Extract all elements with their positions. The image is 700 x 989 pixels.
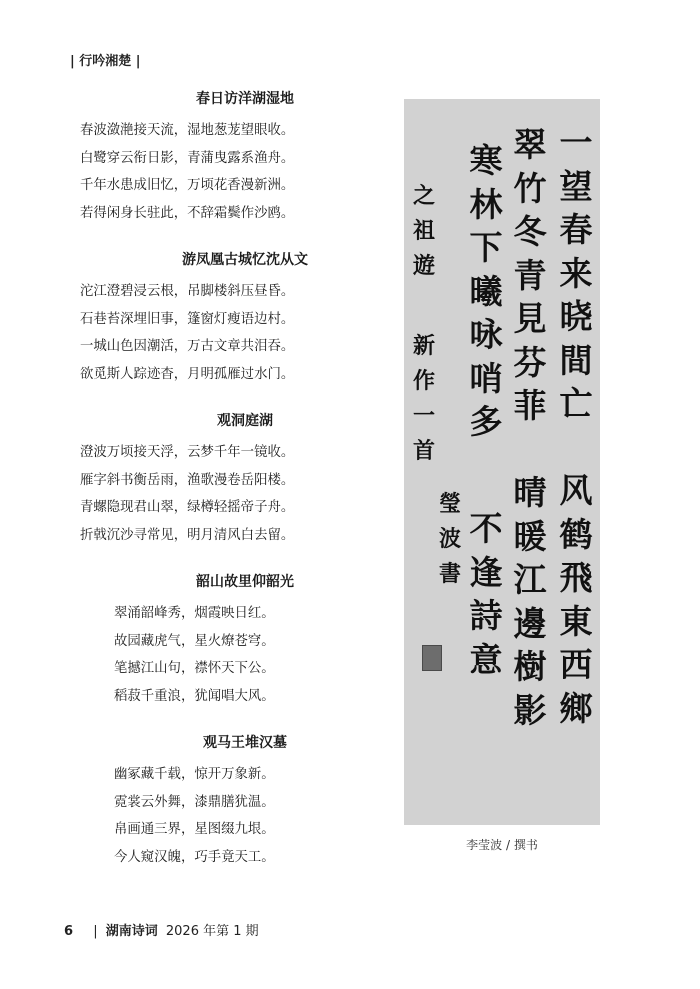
poem-line: 折戟沉沙寻常见，明月清风白去留。 xyxy=(80,527,295,543)
calligraphy-glyph: 鹤 xyxy=(559,514,593,554)
calligraphy-glyph: 竹 xyxy=(513,168,547,208)
section-header: | 行吟湘楚 | xyxy=(70,54,141,69)
calligraphy-column xyxy=(410,329,438,469)
poem-line: 一城山色因潮活，万古文章共泪吞。 xyxy=(80,339,295,354)
calligraphy-glyph: 晴 xyxy=(513,473,547,512)
footer: 6 | 湖南诗词 2026 年第 1 期 xyxy=(64,924,259,939)
calligraphy-glyph: 波 xyxy=(438,526,461,552)
calligraphy-glyph: 詩 xyxy=(469,596,503,635)
calligraphy-glyph: 菲 xyxy=(513,386,547,425)
poem-line: 澄波万顷接天浮，云梦千年一镜收。 xyxy=(80,445,295,460)
poem-line: 千年水患成旧忆，万顷花香漫新洲。 xyxy=(80,178,295,193)
calligraphy-glyph: 飛 xyxy=(559,558,593,597)
poem-line: 故园藏虎气，星火燎苍穹。 xyxy=(114,633,275,649)
artwork-caption: 李莹波 / 撰书 xyxy=(466,838,538,852)
calligraphy-glyph: 影 xyxy=(513,690,547,730)
calligraphy-glyph: 哨 xyxy=(469,358,503,398)
calligraphy-glyph: 不 xyxy=(469,509,503,548)
poem-line: 若得闲身长驻此，不辞霜鬓作沙鸥。 xyxy=(80,205,295,221)
calligraphy-glyph: 瑩 xyxy=(438,491,461,517)
poem-line: 稻菽千重浪，犹闻唱大风。 xyxy=(114,688,275,704)
calligraphy-column xyxy=(556,469,596,730)
poem-line: 春波潋滟接天流，湿地葱茏望眼收。 xyxy=(80,123,295,138)
calligraphy-glyph: 祖 xyxy=(412,218,435,244)
calligraphy-glyph: 下 xyxy=(469,228,503,267)
poem-line: 青螺隐现君山翠，绿樽轻摇帝子舟。 xyxy=(80,500,295,515)
poem-line: 沱江澄碧浸云根，吊脚楼斜压昼昏。 xyxy=(80,284,295,299)
calligraphy-column xyxy=(510,123,550,428)
page-number: 6 xyxy=(64,924,74,939)
calligraphy-glyph: 西 xyxy=(559,645,593,684)
calligraphy-glyph: 見 xyxy=(513,299,547,338)
calligraphy-glyph: 邊 xyxy=(513,603,547,643)
poem-line: 翠涌韶峰秀，烟霞映日红。 xyxy=(114,606,275,621)
calligraphy-glyph: 之 xyxy=(412,183,435,209)
calligraphy-glyph: 書 xyxy=(438,561,461,587)
poem-line: 帛画通三界，星图缀九垠。 xyxy=(114,822,275,837)
calligraphy-glyph: 一 xyxy=(559,123,593,162)
calligraphy-glyph: 林 xyxy=(469,184,503,224)
calligraphy-glyph: 寒 xyxy=(469,141,503,180)
calligraphy-column xyxy=(436,487,464,592)
calligraphy-column xyxy=(466,507,506,681)
calligraphy-glyph: 樹 xyxy=(513,647,547,686)
calligraphy-column xyxy=(410,179,438,284)
issue-label: 2026 年第 1 期 xyxy=(165,924,259,939)
poem xyxy=(80,412,410,549)
calligraphy-glyph: 新 xyxy=(412,333,435,359)
calligraphy-glyph: 東 xyxy=(559,601,593,641)
calligraphy-glyph: 翠 xyxy=(513,125,547,164)
poem-title: 观洞庭湖 xyxy=(217,413,273,429)
poem xyxy=(80,573,410,710)
poem xyxy=(80,251,410,388)
poem-title: 春日访洋湖湿地 xyxy=(196,91,294,107)
calligraphy-glyph: 望 xyxy=(559,166,593,206)
calligraphy-column xyxy=(466,139,506,444)
magazine-name: 湖南诗词 xyxy=(105,924,158,939)
calligraphy-glyph: 春 xyxy=(559,210,593,249)
poem-line: 幽冢藏千载，惊开万象新。 xyxy=(114,767,275,782)
calligraphy-glyph: 来 xyxy=(559,253,593,293)
calligraphy-glyph: 作 xyxy=(412,368,435,394)
poem-line: 笔撼江山句，襟怀天下公。 xyxy=(114,661,275,676)
calligraphy-glyph: 江 xyxy=(513,560,547,599)
calligraphy-glyph: 咏 xyxy=(469,315,503,354)
poem-title: 游凤凰古城忆沈从文 xyxy=(182,252,308,268)
poem-list xyxy=(80,90,410,895)
poem-line: 欲觅斯人踪迹杳，月明孤雁过水门。 xyxy=(80,366,295,382)
calligraphy-glyph: 間 xyxy=(559,340,593,380)
poem-title: 韶山故里仰韶光 xyxy=(196,574,294,590)
poem xyxy=(80,734,410,871)
poem-line: 石巷苔深埋旧事，篷窗灯瘦语边村。 xyxy=(80,311,295,327)
calligraphy-glyph: 鄉 xyxy=(559,688,593,728)
calligraphy-glyph: 青 xyxy=(513,255,547,295)
poem xyxy=(80,90,410,227)
calligraphy-artwork xyxy=(404,99,600,825)
calligraphy-glyph: 风 xyxy=(559,471,593,510)
poem-line: 今人窥汉魄，巧手竟天工。 xyxy=(114,849,275,865)
calligraphy-glyph: 遊 xyxy=(412,253,435,279)
calligraphy-glyph: 多 xyxy=(469,402,503,441)
poem-line: 雁字斜书衡岳雨，渔歌漫卷岳阳楼。 xyxy=(80,472,295,488)
calligraphy-glyph: 意 xyxy=(469,639,503,679)
calligraphy-glyph: 冬 xyxy=(513,212,547,251)
calligraphy-column xyxy=(510,471,550,732)
calligraphy-glyph: 首 xyxy=(412,438,435,464)
calligraphy-glyph: 晓 xyxy=(559,297,593,336)
calligraphy-glyph: 一 xyxy=(412,403,435,429)
calligraphy-glyph: 暖 xyxy=(513,516,547,556)
seal-stamp xyxy=(422,645,442,671)
poem-line: 霓裳云外舞，漆鼎膳犹温。 xyxy=(114,794,275,810)
calligraphy-glyph: 芬 xyxy=(513,342,547,382)
calligraphy-glyph: 曦 xyxy=(469,271,503,311)
poem-title: 观马王堆汉墓 xyxy=(203,735,287,751)
calligraphy-glyph: 亡 xyxy=(559,384,593,423)
calligraphy-column xyxy=(556,121,596,426)
poem-line: 白鹭穿云衔日影，青蒲曳露系渔舟。 xyxy=(80,150,295,166)
calligraphy-glyph: 逢 xyxy=(469,552,503,592)
